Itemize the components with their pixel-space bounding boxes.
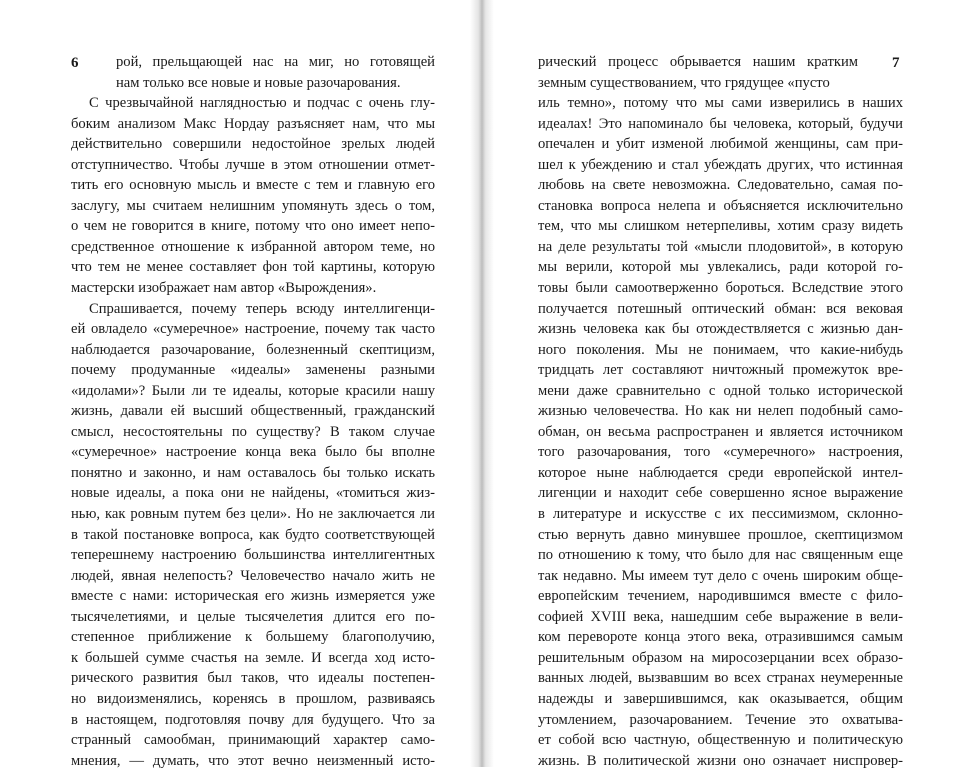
text-line: иль темно», потому что мы сами изверились в наших <box>538 95 903 112</box>
text-line: ет собой всю частную, общественную и политическую <box>538 732 903 749</box>
text-line: мени даже сравнительно с одной только исторической <box>538 382 903 399</box>
text-line: мастерски изображает нам автор «Вырождения». <box>71 280 377 297</box>
text-line: ного поколения. Мы не понимаем, что какие-нибудь <box>538 341 903 358</box>
page-number-left: 6 <box>71 55 79 71</box>
left-page-text <box>71 52 435 771</box>
text-line: отступничество. Чтобы лучше в этом отношении отмет- <box>71 156 435 173</box>
text-line: что тем не менее составляет фон той картины, которую <box>71 259 435 276</box>
text-line: решительным образом на миросозерцании всех образо- <box>538 649 903 666</box>
text-line: европейским течением, народившимся вместе с фило- <box>538 588 903 605</box>
text-line: ком перевороте конца этого века, отразившимся самым <box>538 629 903 646</box>
text-line: идеалах! Это напоминало бы человека, который, будучи <box>538 115 903 132</box>
text-line: нам только все новые и новые разочарования. <box>116 74 401 91</box>
text-line: но видоизменялись, коренясь в прошлом, развиваясь <box>71 690 435 707</box>
text-line: смысл, несостоятельны по существу? В таком случае <box>71 423 435 440</box>
text-line: тить его основную мысль и вместе с тем и главную его <box>71 177 435 194</box>
text-line: о чем не говорится в книге, потому что оно имеет непо- <box>71 218 435 235</box>
text-line: тем, что мы слишком нетерпеливы, хотим сразу видеть <box>538 218 903 235</box>
text-line: действительно совершили недостойное зрелых людей <box>71 136 435 153</box>
text-line: к большей сумме счастья на земле. И всегда ход исто- <box>71 649 435 666</box>
text-line: степенное приближение к большему благополучию, <box>71 629 435 646</box>
text-line: С чрезвычайной наглядностью и подчас с очень глу- <box>89 95 435 112</box>
text-line: обман, он весьма распространен и является источником <box>538 423 903 440</box>
text-line: в настоящем, подготовляя почву для будущего. Что за <box>71 711 435 728</box>
text-line: наблюдается разочарование, болезненный скептицизм, <box>71 341 435 358</box>
text-line: ванных людей, вызвавшим во всех странах неумеренные <box>538 670 903 687</box>
text-line: становка вопроса нелепа и объясняется исключительно <box>538 197 903 214</box>
text-line: лигенции и находит себе совершенно ясное выражение <box>538 485 903 502</box>
text-line: рического развития был таков, что идеалы постепен- <box>71 670 435 687</box>
text-line: боким анализом Макс Нордау разъясняет нам, что мы <box>71 115 435 132</box>
page-number-right: 7 <box>892 55 900 71</box>
text-line: земным существованием, что грядущее «пусто <box>538 74 830 91</box>
text-line: которое ныне наблюдается среди европейской интел- <box>538 464 903 481</box>
book-gutter <box>470 0 494 767</box>
text-line: на деле результаты той «мысли плодовитой», в которую <box>538 238 903 255</box>
text-line: шел к убеждению и стал убеждать других, что истинная <box>538 156 903 173</box>
text-line: софией XVIII века, нашедшим себе выражение в вели- <box>538 608 903 625</box>
text-line: людей, явная нелепость? Человечество начало жить не <box>71 567 435 584</box>
text-line: нью, как ровным путем без цели». Но не заключается ли <box>71 506 435 523</box>
text-line: мы верили, которой мы увлекались, ради которой го- <box>538 259 903 276</box>
text-line: ей овладело «сумеречное» настроение, почему так часто <box>71 321 435 338</box>
text-line: в такой постановке вопроса, как будто соответствующей <box>71 526 435 543</box>
text-line: так недавно. Мы имеем тут дело с очень широким обще- <box>538 567 903 584</box>
text-line: утомлением, разочарованием. Течение это охватыва- <box>538 711 903 728</box>
text-line: получается потешный оптический обман: вся вековая <box>538 300 903 317</box>
text-line: любовь на свете невозможна. Следовательно, самая по- <box>538 177 903 194</box>
text-line: почему продуманные «идеалы» заменены разными <box>71 362 435 379</box>
text-line: понятно и законно, и нам оставалось бы только искать <box>71 464 435 481</box>
text-line: вместе с нами: историческая его жизнь измеряется уже <box>71 588 435 605</box>
text-line: жизнью человечества. Но как ни нелеп подобный само- <box>538 403 903 420</box>
text-line: рой, прельщающей нас на миг, но готовящей <box>116 54 435 70</box>
text-line: тысячелетиями, и целые тысячелетия длится его по- <box>71 608 435 625</box>
text-line: жизнь, давали ей высший общественный, гражданский <box>71 403 435 420</box>
text-line: стью вернуть давно минувшее прошлое, скептицизмом <box>538 526 903 543</box>
text-line: «сумеречное» настроение конца века было бы вполне <box>71 444 435 461</box>
text-line: заслугу, мы считаем нелишним упомянуть здесь о том, <box>71 197 435 214</box>
text-line: товы были самоотверженно бороться. Вследствие этого <box>538 280 903 297</box>
text-line: по отношению к тому, что было для нас священным еще <box>538 547 903 564</box>
text-line: «идолами»? Были ли те идеалы, которые красили нашу <box>71 382 435 399</box>
text-line: мнения, — думать, что этот вечно неизменный исто- <box>71 752 435 769</box>
right-page-text <box>538 52 903 771</box>
text-line: жизнь человека как бы отождествляется с жизнью дан- <box>538 321 903 338</box>
text-line: тридцать лет составляют ничтожный промежуток вре- <box>538 362 903 379</box>
text-line: того разочарования, того «сумеречного» настроения, <box>538 444 903 461</box>
text-line: средственное отношение к избранной автором теме, но <box>71 238 435 255</box>
text-line: новые идеалы, а пока они не найдены, «томиться жиз- <box>71 485 435 502</box>
text-line: рический процесс обрывается нашим кратким <box>538 54 858 70</box>
text-line: надежды и завершившимся, как оказывается, общим <box>538 690 903 707</box>
text-line: Спрашивается, почему теперь всюду интеллигенци- <box>89 300 435 317</box>
text-line: жизнь. В политической жизни оно означает ниспровер- <box>538 752 903 769</box>
text-line: теперешнему настроению большинства интеллигентных <box>71 547 435 564</box>
text-line: странный самообман, принимающий характер само- <box>71 732 435 749</box>
text-line: опечален и убит изменой любимой женщины, сам при- <box>538 136 903 153</box>
text-line: в литературе и искусстве с их пессимизмом, склонно- <box>538 506 903 523</box>
